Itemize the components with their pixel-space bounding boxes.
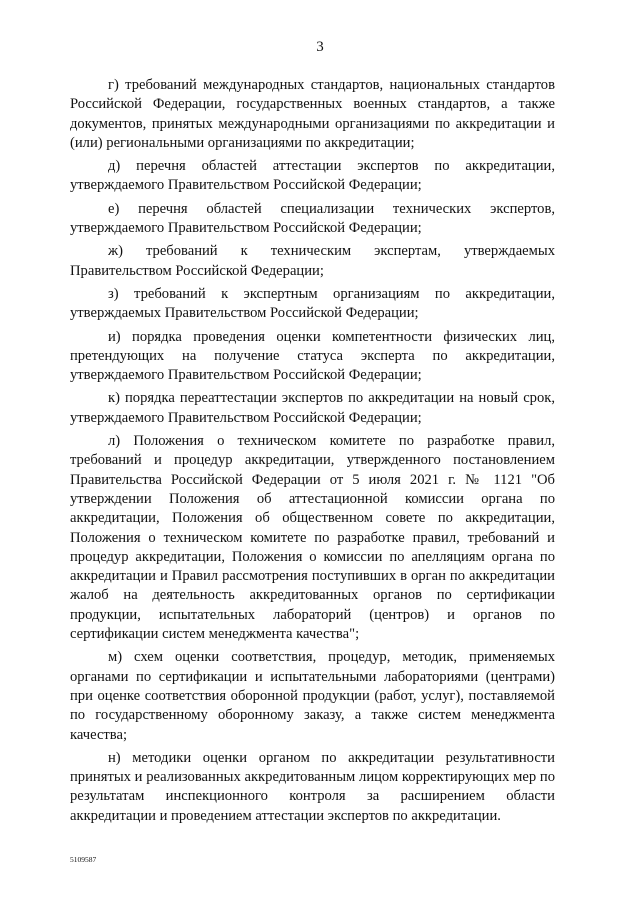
paragraph-i: и) порядка проведения оценки компетентности физических лиц, претендующих на получение статуса эксперта по аккредитации, утверждаемого Правительством Российской Федерации; bbox=[70, 328, 555, 384]
page-number: 3 bbox=[316, 39, 324, 55]
paragraph-n: н) методики оценки органом по аккредитации результативности принятых и реализованных аккредитованным лицом корректирующих мер по результатам инспекционного контроля за расширением области аккредитации и проведением аттестации экспертов по аккредитации. bbox=[70, 749, 555, 824]
paragraph-e: е) перечня областей специализации технических экспертов, утверждаемого Правительством Российской Федерации; bbox=[70, 200, 555, 237]
paragraph-d: д) перечня областей аттестации экспертов по аккредитации, утверждаемого Правительством Российской Федерации; bbox=[70, 158, 555, 194]
paragraph-k: к) порядка переаттестации экспертов по аккредитации на новый срок, утверждаемого Правительством Российской Федерации; bbox=[70, 390, 555, 426]
paragraph-l: л) Положения о техническом комитете по разработке правил, требований и процедур аккредитации, утвержденного постановлением Правительства Российской Федерации от 5 июля 2021 г. № 1121 "Об утверждении Положения об аттестационной комиссии органа по аккредитации, Положения об общественном совете по аккредитации, Положения о техническом комитете по разработке правил, требований и процедур аккредитации, Положения о комиссии по апелляциям органа по аккредитации и Правил рассмотрения поступивших в орган по аккредитации жалоб на деятельность аккредитованных органов по сертификации продукции, испытательных лабораторий (центров) и органов по сертификации систем менеджмента качества"; bbox=[70, 433, 555, 643]
document-body bbox=[70, 76, 555, 830]
paragraph-g: г) требований международных стандартов, национальных стандартов Российской Федерации, государственных военных стандартов, а также документов, принятых международными организациями по аккредитации и (или) региональными организациями по аккредитации; bbox=[70, 77, 555, 151]
paragraph-zh: ж) требований к техническим экспертам, утверждаемых Правительством Российской Федерации; bbox=[70, 243, 555, 279]
paragraph-m: м) схем оценки соответствия, процедур, методик, применяемых органами по сертификации и испытательными лабораториями (центрами) при оценке соответствия оборонной продукции (работ, услуг), поставляемой по государственному оборонному заказу, а также систем менеджмента качества; bbox=[70, 649, 555, 743]
paragraph-z: з) требований к экспертным организациям по аккредитации, утверждаемых Правительством Российской Федерации; bbox=[70, 285, 555, 322]
document-code: 5109587 bbox=[70, 855, 97, 864]
